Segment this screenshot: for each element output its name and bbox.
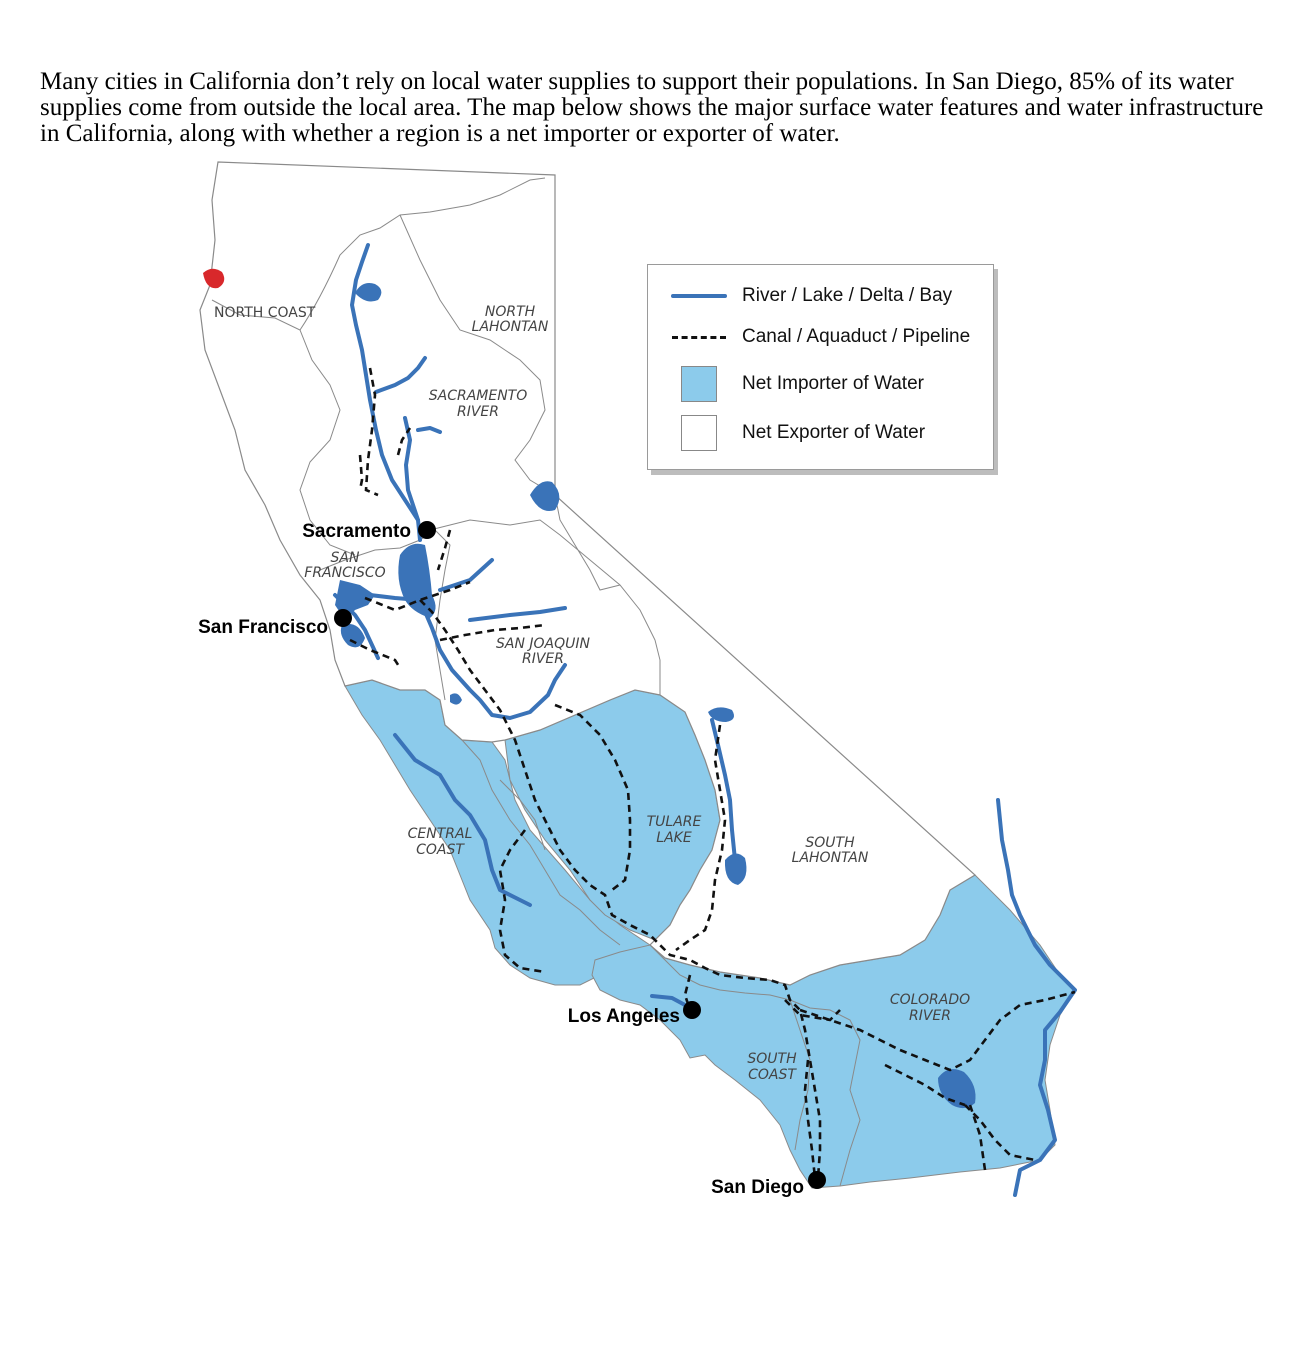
label-tulare-lake-2: LAKE bbox=[656, 830, 692, 846]
intro-paragraph: Many cities in California don’t rely on local water supplies to support their populations. In San Diego, 85% of its water supplies come from outside the local area. The map below shows the major surface water features and water infrastructure in California, along with whether a region is a net importer or exporter of water. bbox=[40, 68, 1264, 147]
exporter-swatch-icon bbox=[681, 415, 717, 451]
canal-dash-icon bbox=[672, 336, 726, 339]
legend-row-river bbox=[648, 281, 952, 311]
city-san-francisco: San Francisco bbox=[198, 617, 328, 638]
legend-exporter-label: Net Exporter of Water bbox=[742, 422, 926, 443]
legend-canal-label: Canal / Aquaduct / Pipeline bbox=[742, 326, 971, 347]
legend-river-label: River / Lake / Delta / Bay bbox=[742, 285, 953, 306]
label-tulare-lake-1: TULARE bbox=[646, 814, 702, 830]
san-francisco-dot bbox=[334, 609, 352, 627]
san-diego-dot bbox=[808, 1171, 826, 1189]
label-south-lahontan-1: SOUTH bbox=[805, 835, 855, 851]
label-north-coast: NORTH COAST bbox=[214, 305, 316, 321]
importer-swatch-icon bbox=[681, 366, 717, 402]
map-legend bbox=[647, 264, 994, 470]
label-central-coast-2: COAST bbox=[416, 842, 464, 858]
legend-importer-label: Net Importer of Water bbox=[742, 373, 924, 394]
label-sacramento-river-1: SACRAMENTO bbox=[428, 388, 528, 404]
city-sacramento: Sacramento bbox=[302, 521, 411, 542]
los-angeles-dot bbox=[683, 1001, 701, 1019]
label-central-coast-1: CENTRAL bbox=[407, 826, 473, 842]
label-san-joaquin-2: RIVER bbox=[521, 651, 565, 667]
sacramento-dot bbox=[418, 521, 436, 539]
label-sacramento-river-2: RIVER bbox=[456, 404, 500, 420]
label-south-coast-1: SOUTH bbox=[747, 1051, 797, 1067]
legend-row-exporter bbox=[648, 418, 925, 448]
label-south-lahontan-2: LAHONTAN bbox=[791, 850, 869, 866]
label-north-lahontan-1: NORTH bbox=[484, 304, 536, 320]
label-south-coast-2: COAST bbox=[748, 1067, 796, 1083]
label-colorado-river-2: RIVER bbox=[908, 1008, 952, 1024]
label-colorado-river-1: COLORADO bbox=[889, 992, 971, 1008]
city-san-diego: San Diego bbox=[711, 1177, 804, 1198]
label-north-lahontan-2: LAHONTAN bbox=[471, 319, 549, 335]
label-san-francisco-1: SAN bbox=[330, 550, 360, 566]
river-line-icon bbox=[671, 294, 727, 298]
label-san-joaquin-1: SAN JOAQUIN bbox=[496, 636, 590, 652]
city-los-angeles: Los Angeles bbox=[567, 1006, 680, 1027]
red-highlight bbox=[203, 269, 224, 288]
legend-row-canal bbox=[648, 322, 970, 352]
label-san-francisco-2: FRANCISCO bbox=[304, 565, 386, 581]
legend-row-importer bbox=[648, 369, 924, 399]
canal-sacramento-west-2 bbox=[360, 455, 362, 490]
